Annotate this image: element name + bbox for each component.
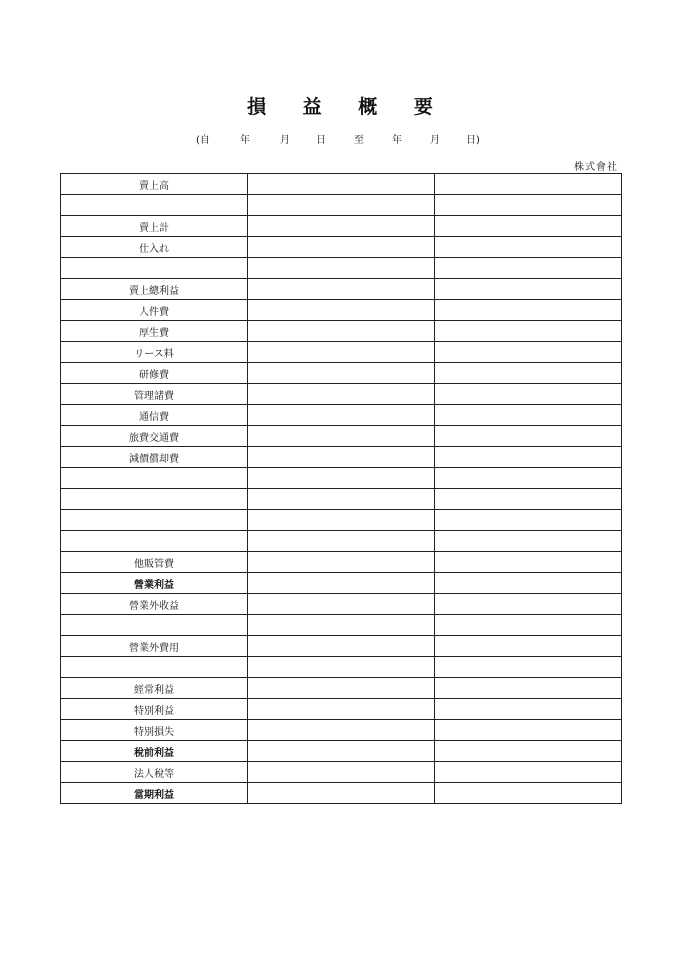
value-cell-current[interactable]	[248, 510, 435, 531]
table-row	[61, 699, 622, 720]
table-row	[61, 489, 622, 510]
value-cell-current[interactable]	[248, 678, 435, 699]
table-row	[61, 552, 622, 573]
table-row	[61, 678, 622, 699]
period-day-1: 日	[316, 135, 326, 146]
value-cell-current[interactable]	[248, 342, 435, 363]
row-label: 賣上計	[61, 216, 248, 237]
table-row	[61, 720, 622, 741]
row-label: 通信費	[61, 405, 248, 426]
value-cell-previous[interactable]	[435, 363, 622, 384]
row-label: 人件費	[61, 300, 248, 321]
table-row	[61, 636, 622, 657]
row-label	[61, 531, 248, 552]
table-row	[61, 762, 622, 783]
value-cell-previous[interactable]	[435, 762, 622, 783]
value-cell-current[interactable]	[248, 237, 435, 258]
table-row	[61, 783, 622, 804]
value-cell-current[interactable]	[248, 195, 435, 216]
value-cell-previous[interactable]	[435, 678, 622, 699]
value-cell-previous[interactable]	[435, 741, 622, 762]
value-cell-current[interactable]	[248, 720, 435, 741]
value-cell-previous[interactable]	[435, 447, 622, 468]
table-row	[61, 174, 622, 195]
value-cell-previous[interactable]	[435, 594, 622, 615]
pl-table	[60, 173, 622, 804]
row-label	[61, 615, 248, 636]
table-row	[61, 195, 622, 216]
row-label: 賣上總利益	[61, 279, 248, 300]
table-row	[61, 321, 622, 342]
row-label: 營業外收益	[61, 594, 248, 615]
value-cell-current[interactable]	[248, 447, 435, 468]
value-cell-current[interactable]	[248, 405, 435, 426]
value-cell-previous[interactable]	[435, 342, 622, 363]
value-cell-current[interactable]	[248, 762, 435, 783]
table-row	[61, 657, 622, 678]
period-to: 至	[354, 135, 364, 146]
row-label: 經常利益	[61, 678, 248, 699]
table-row	[61, 279, 622, 300]
value-cell-previous[interactable]	[435, 237, 622, 258]
value-cell-current[interactable]	[248, 594, 435, 615]
row-label	[61, 195, 248, 216]
value-cell-previous[interactable]	[435, 405, 622, 426]
value-cell-current[interactable]	[248, 363, 435, 384]
value-cell-current[interactable]	[248, 741, 435, 762]
period-month-2: 月	[430, 135, 440, 146]
value-cell-previous[interactable]	[435, 615, 622, 636]
table-row	[61, 300, 622, 321]
value-cell-current[interactable]	[248, 783, 435, 804]
row-label	[61, 510, 248, 531]
table-row	[61, 594, 622, 615]
table-row	[61, 237, 622, 258]
value-cell-previous[interactable]	[435, 510, 622, 531]
row-label: 特別損失	[61, 720, 248, 741]
value-cell-current[interactable]	[248, 300, 435, 321]
table-row	[61, 510, 622, 531]
table-row	[61, 468, 622, 489]
row-label: 減價償却費	[61, 447, 248, 468]
page-title: 損 益 概 要	[247, 96, 448, 118]
row-label	[61, 468, 248, 489]
table-row	[61, 531, 622, 552]
table-row	[61, 405, 622, 426]
table-row	[61, 384, 622, 405]
period-day-2: 日)	[466, 135, 480, 146]
value-cell-previous[interactable]	[435, 258, 622, 279]
value-cell-current[interactable]	[248, 258, 435, 279]
value-cell-previous[interactable]	[435, 300, 622, 321]
value-cell-current[interactable]	[248, 384, 435, 405]
value-cell-current[interactable]	[248, 552, 435, 573]
value-cell-previous[interactable]	[435, 321, 622, 342]
row-label: 營業利益	[61, 573, 248, 594]
row-label: 仕入れ	[61, 237, 248, 258]
table-row	[61, 615, 622, 636]
value-cell-previous[interactable]	[435, 279, 622, 300]
row-label: 營業外費用	[61, 636, 248, 657]
value-cell-current[interactable]	[248, 657, 435, 678]
value-cell-previous[interactable]	[435, 699, 622, 720]
row-label	[61, 258, 248, 279]
table-row	[61, 741, 622, 762]
value-cell-current[interactable]	[248, 573, 435, 594]
value-cell-current[interactable]	[248, 699, 435, 720]
table-row	[61, 363, 622, 384]
period-year-1: 年	[240, 135, 250, 146]
row-label	[61, 657, 248, 678]
value-cell-previous[interactable]	[435, 468, 622, 489]
row-label: リース料	[61, 342, 248, 363]
table-row	[61, 216, 622, 237]
value-cell-current[interactable]	[248, 636, 435, 657]
period-month-1: 月	[280, 135, 290, 146]
value-cell-previous[interactable]	[435, 195, 622, 216]
period-year-2: 年	[392, 135, 402, 146]
value-cell-previous[interactable]	[435, 384, 622, 405]
table-row	[61, 447, 622, 468]
row-label: 旅費交通費	[61, 426, 248, 447]
value-cell-current[interactable]	[248, 174, 435, 195]
row-label	[61, 489, 248, 510]
row-label: 管理諸費	[61, 384, 248, 405]
row-label: 特別利益	[61, 699, 248, 720]
row-label: 厚生費	[61, 321, 248, 342]
value-cell-previous[interactable]	[435, 531, 622, 552]
value-cell-current[interactable]	[248, 321, 435, 342]
value-cell-current[interactable]	[248, 468, 435, 489]
value-cell-current[interactable]	[248, 216, 435, 237]
row-label: 稅前利益	[61, 741, 248, 762]
value-cell-current[interactable]	[248, 615, 435, 636]
value-cell-previous[interactable]	[435, 783, 622, 804]
value-cell-current[interactable]	[248, 279, 435, 300]
table-row	[61, 426, 622, 447]
value-cell-previous[interactable]	[435, 720, 622, 741]
value-cell-previous[interactable]	[435, 426, 622, 447]
table-row	[61, 258, 622, 279]
table-row	[61, 573, 622, 594]
row-label: 法人稅等	[61, 762, 248, 783]
value-cell-previous[interactable]	[435, 489, 622, 510]
value-cell-previous[interactable]	[435, 657, 622, 678]
row-label: 研修費	[61, 363, 248, 384]
value-cell-previous[interactable]	[435, 552, 622, 573]
value-cell-current[interactable]	[248, 489, 435, 510]
value-cell-previous[interactable]	[435, 174, 622, 195]
value-cell-current[interactable]	[248, 426, 435, 447]
table-row	[61, 342, 622, 363]
value-cell-previous[interactable]	[435, 216, 622, 237]
value-cell-previous[interactable]	[435, 636, 622, 657]
value-cell-current[interactable]	[248, 531, 435, 552]
company-label: 株式會社	[574, 162, 618, 173]
value-cell-previous[interactable]	[435, 573, 622, 594]
row-label: 賣上高	[61, 174, 248, 195]
row-label: 他販管費	[61, 552, 248, 573]
row-label: 當期利益	[61, 783, 248, 804]
period-open: (自	[196, 135, 210, 146]
